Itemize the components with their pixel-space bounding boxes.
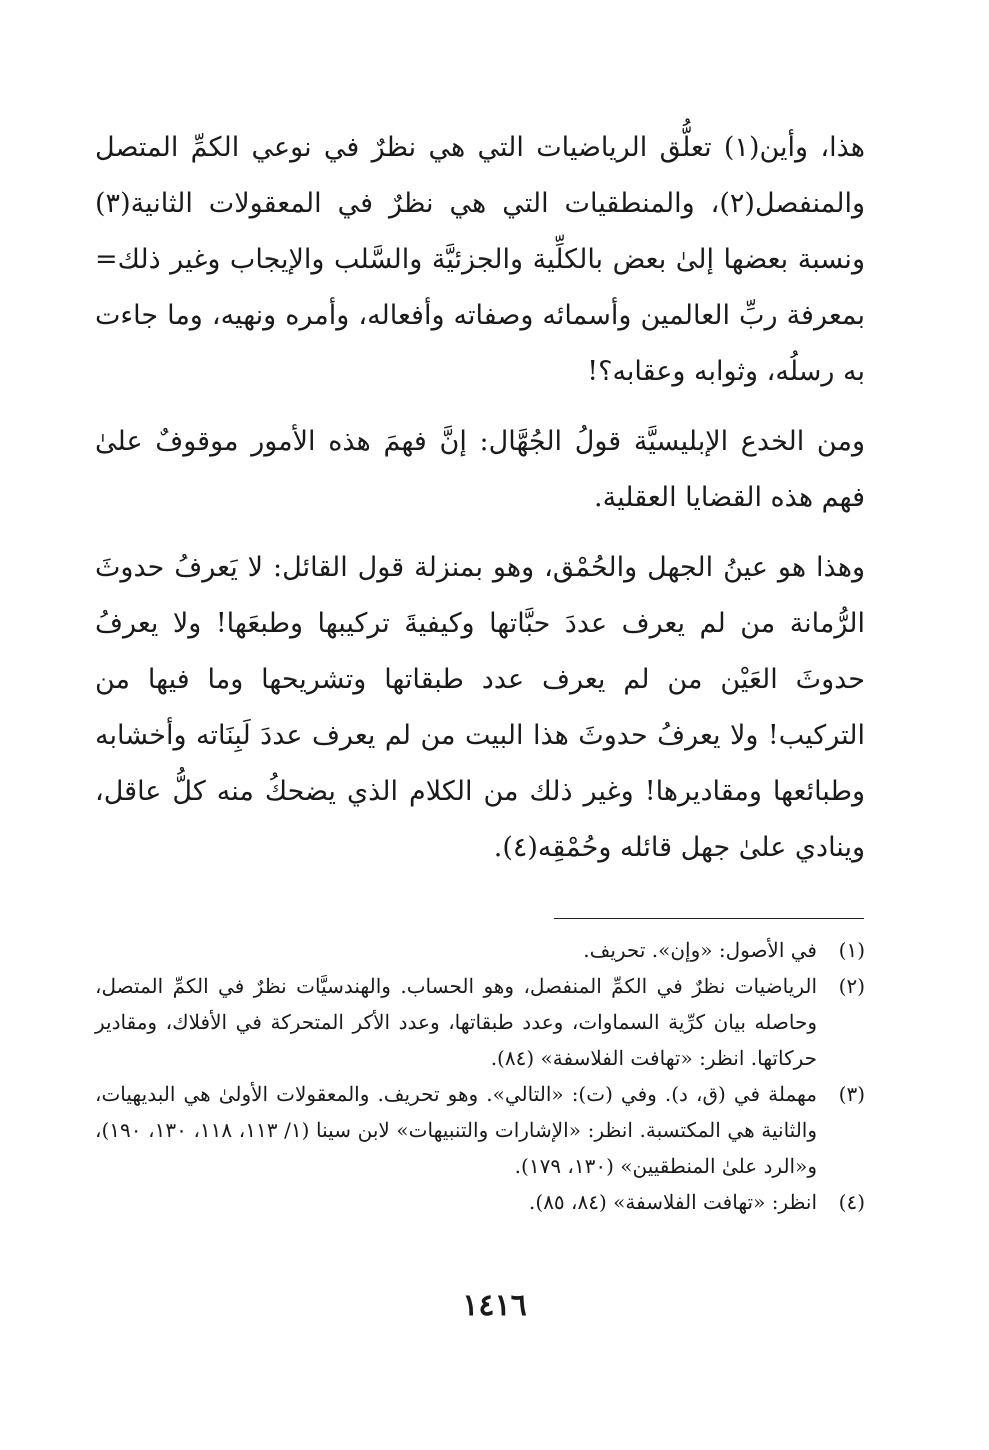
footnotes <box>95 932 865 1220</box>
footnote-text: في الأصول: «وإن». تحريف. <box>583 938 817 962</box>
main-text <box>95 120 865 884</box>
footnote <box>95 1076 865 1184</box>
page-number: ١٤١٦ <box>462 1288 527 1323</box>
footnote-text: الرياضيات نظرٌ في الكمِّ المنفصل، وهو الحساب. والهندسيَّات نظرٌ في الكمِّ المتصل، وحاصله بيان كرِّية السماوات، وعدد طبقاتها، وعدد الأكر المتحركة في الأفلاك، ومقادير حركاتها. انظر: «تهافت الفلاسفة» (٨٤). <box>95 974 818 1070</box>
footnote <box>95 1184 865 1220</box>
footnote-number: (١) <box>838 938 865 962</box>
footnote <box>95 932 865 968</box>
footnote-separator <box>554 918 864 919</box>
paragraph: ومن الخدع الإبليسيَّة قولُ الجُهَّال: إنَّ فهمَ هذه الأمور موقوفٌ علىٰ فهم هذه القضايا العقلية. <box>95 426 865 513</box>
footnote-number: (٢) <box>838 974 865 998</box>
paragraph: هذا، وأين(١) تعلُّق الرياضيات التي هي نظرٌ في نوعي الكمِّ المتصل والمنفصل(٢)، والمنطقيات التي هي نظرٌ في المعقولات الثانية(٣) ونسبة بعضها إلىٰ بعض بالكلِّية والجزئيَّة والسَّلب والإيجاب وغير ذلك= بمعرفة ربِّ العالمين وأسمائه وصفاته وأفعاله، وأمره ونهيه، وما جاءت به رسلُه، وثوابه وعقابه؟! <box>95 132 866 387</box>
footnote-text: مهملة في (ق، د). وفي (ت): «التالي». وهو تحريف. والمعقولات الأولىٰ هي البديهيات، والثانية هي المكتسبة. انظر: «الإشارات والتنبيهات» لابن سينا (١/ ١١٣، ١١٨، ١٣٠، ١٩٠)، و«الرد علىٰ المنطقيين» (١٣٠، ١٧٩). <box>95 1082 818 1178</box>
footnote-number: (٣) <box>838 1082 865 1106</box>
paragraph: وهذا هو عينُ الجهل والحُمْق، وهو بمنزلة قول القائل: لا يَعرفُ حدوثَ الرُّمانة من لم يعرف عددَ حبَّاتها وكيفيةَ تركيبها وطبعَها! ولا يعرفُ حدوثَ العَيْن من لم يعرف عدد طبقاتها وتشريحها وما فيها من التركيب! ولا يعرفُ حدوثَ هذا البيت من لم يعرف عددَ لَبِنَاته وأخشابه وطبائعها ومقاديرها! وغير ذلك من الكلام الذي يضحكُ منه كلُّ عاقل، وينادي علىٰ جهل قائله وحُمْقِه(٤). <box>95 552 865 863</box>
footnote <box>95 968 865 1076</box>
footnote-text: انظر: «تهافت الفلاسفة» (٨٤، ٨٥). <box>529 1190 817 1214</box>
footnote-number: (٤) <box>838 1190 865 1214</box>
